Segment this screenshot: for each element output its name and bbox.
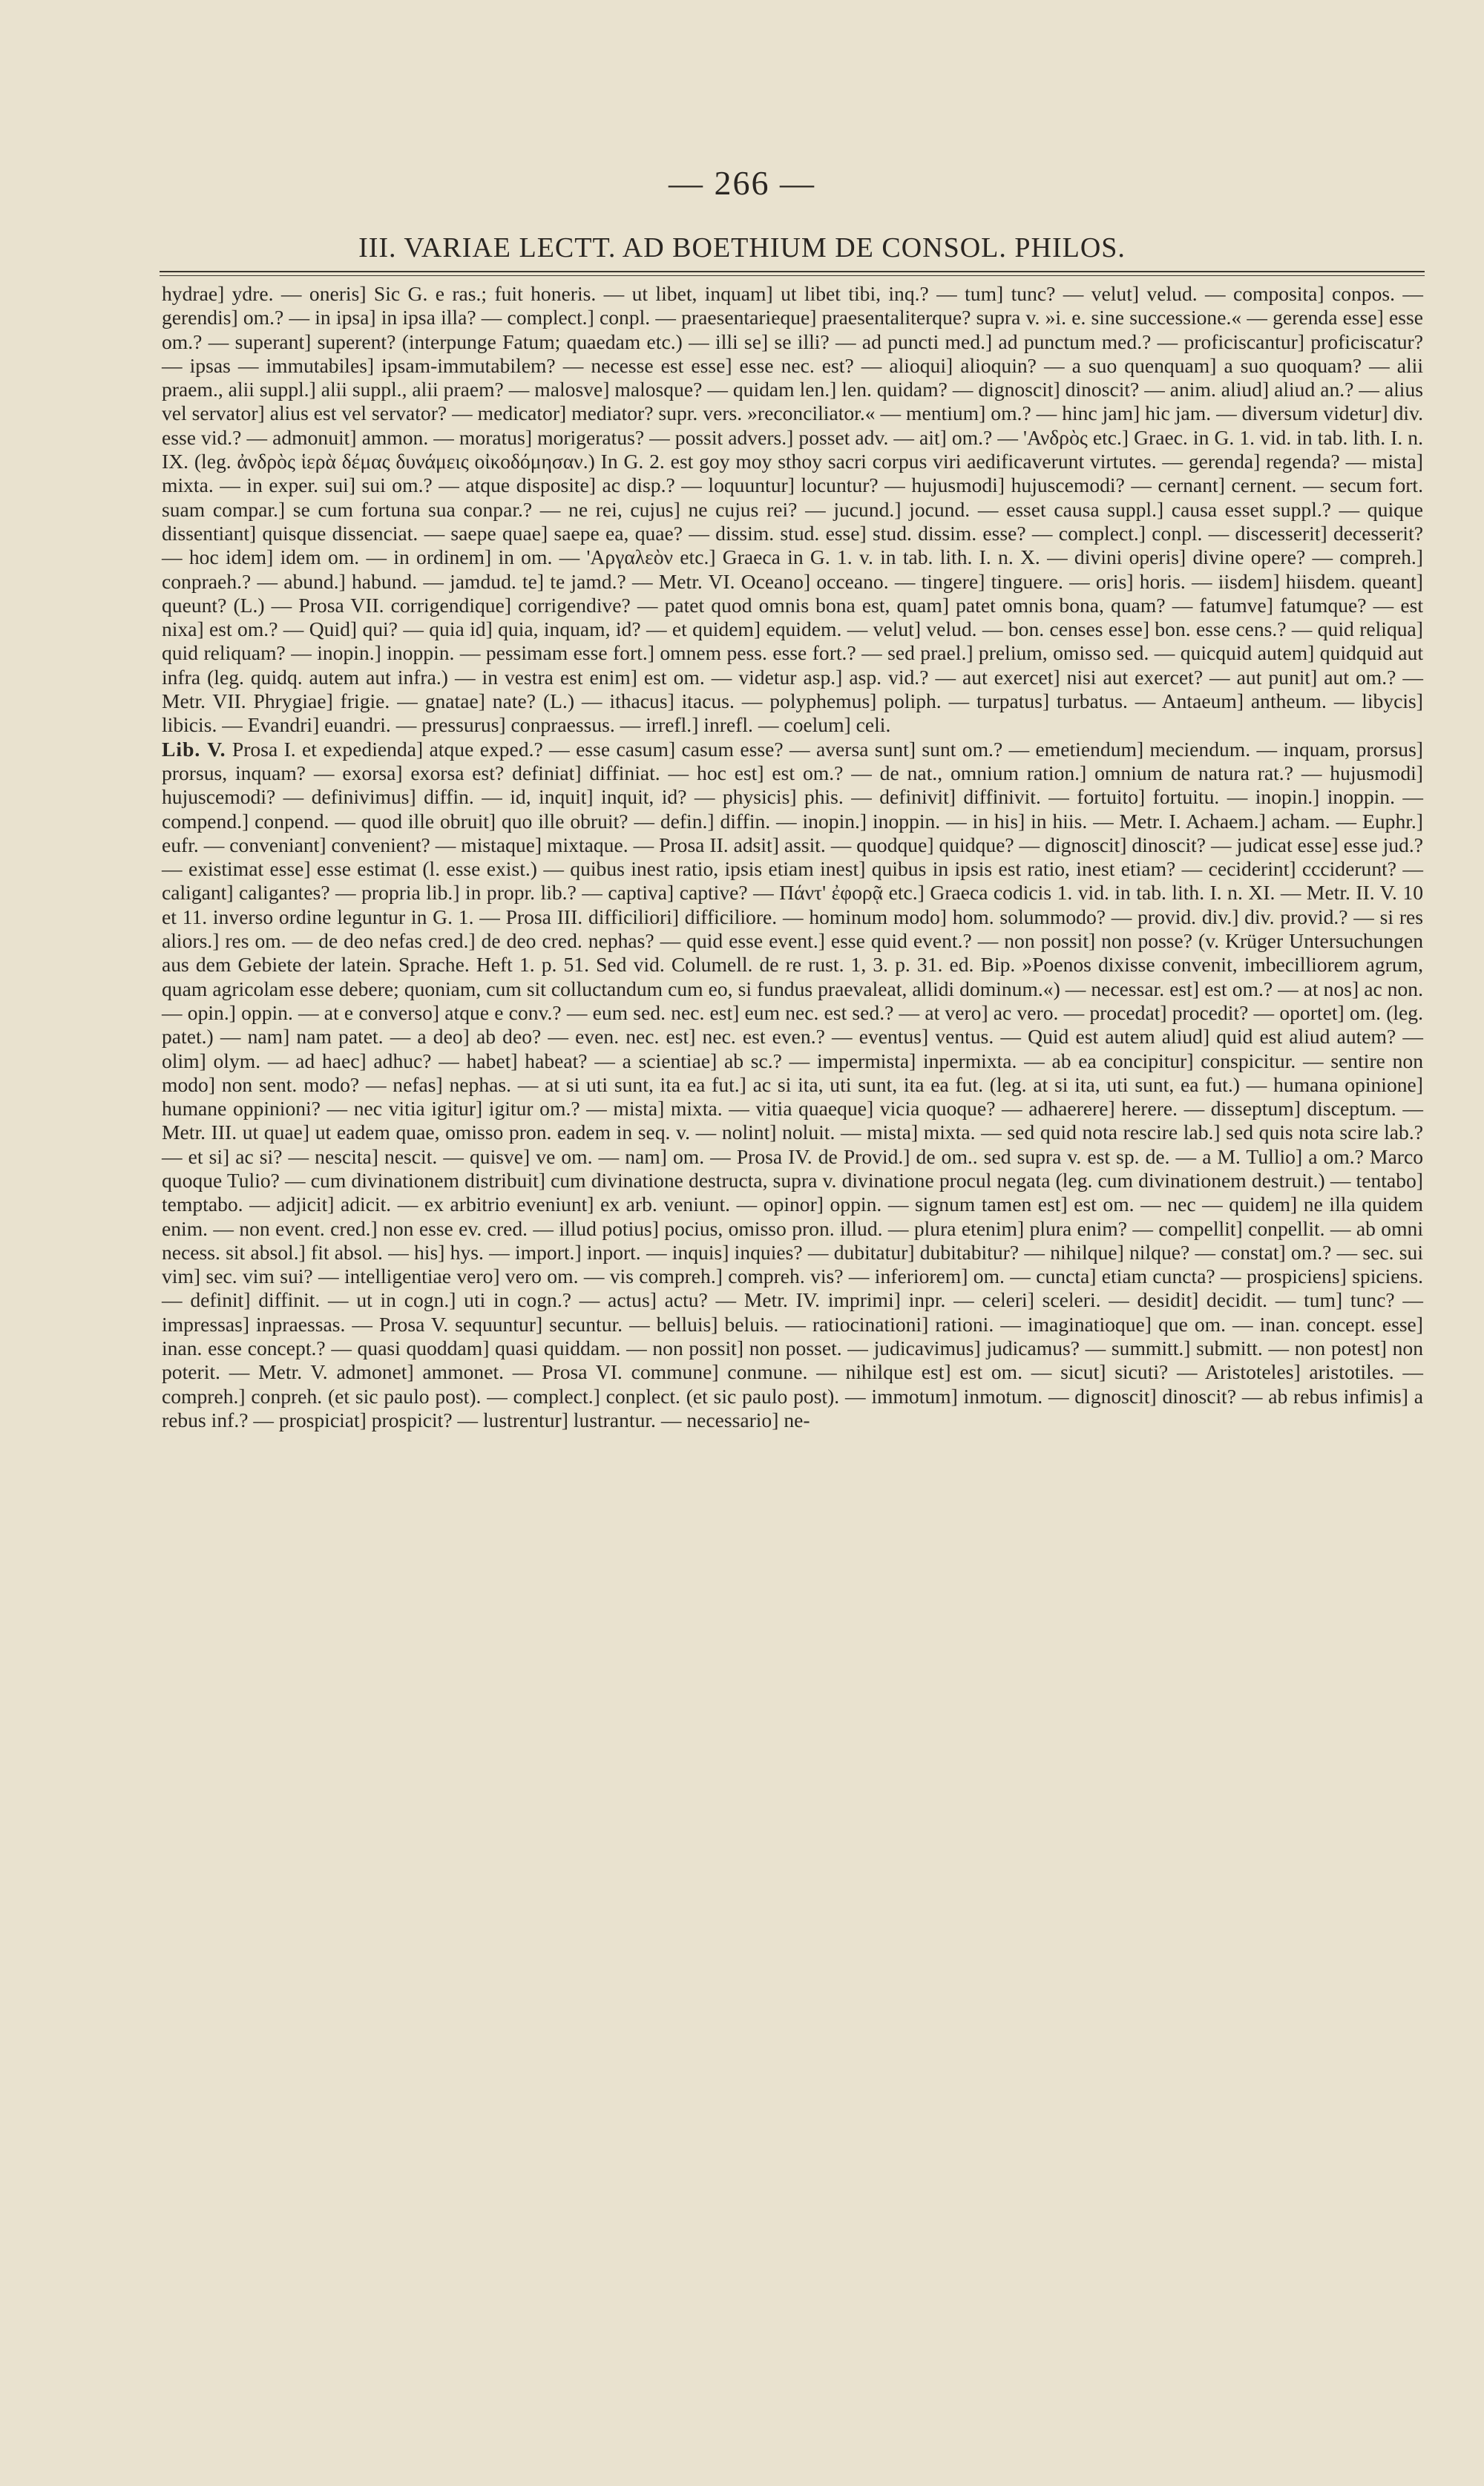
header-rule-thin <box>160 275 1425 276</box>
header-rule <box>160 271 1425 272</box>
paragraph-lib-iv: hydrae] ydre. — oneris] Sic G. e ras.; fuit honeris. — ut libet, inquam] ut libet tibi, inq.? — tum] tunc? — velut] velud. — composita] conpos. — gerendis] om.? — in ipsa] in ipsa illa? — complect.] conpl. — praesentarieque] praesentaliterque? supra v. »i. e. sine successione.« — gerenda esse] esse om.? — superant] superent? (interpunge Fatum; quaedam etc.) — illi se] se illi? — ad puncti med.] ad punctum med.? — proficiscantur] proficiscatur? — ipsas — immutabiles] ipsam-immutabilem? — necesse est esse] esse nec. est? — alioqui] alioquin? — a suo quenquam] a suo quoquam? — alii praem., alii suppl.] alii suppl., alii praem? — malosve] malosque? — quidam len.] len. quidam? — dignoscit] dinoscit? — anim. aliud] aliud an.? — alius vel servator] alius est vel servator? — medicator] mediator? supr. vers. »reconciliator.« — mentium] om.? — hinc jam] hic jam. — diversum videtur] div. esse vid.? — admonuit] ammon. — moratus] morigeratus? — possit advers.] posset adv. — ait] om.? — 'Ανδρὸς etc.] Graec. in G. 1. vid. in tab. lith. I. n. IX. (leg. ἀνδρὸς ἱερὰ δέμας δυνάμεις οἰκοδόμησαν.) In G. 2. est goy moy sthoy sacri corpus viri aedificaverunt virtutes. — gerenda] regenda? — mista] mixta. — in exper. sui] sui om.? — atque disposite] ac disp.? — loquuntur] locuntur? — hujusmodi] hujuscemodi? — cernant] cernent. — secum fort. suam compar.] se cum fortuna sua conpar.? — ne rei, cujus] ne cujus rei? — jucund.] jocund. — esset causa suppl.] causa esset suppl.? — quique dissentiant] quisque dissenciat. — saepe quae] saepe ea, quae? — dissim. stud. esse] stud. dissim. esse? — complect.] conpl. — discesserit] decesserit? — hoc idem] idem om. — in ordinem] in om. — 'Αργαλεὸν etc.] Graeca in G. 1. v. in tab. lith. I. n. X. — divini operis] divine opere? — compreh.] conpraeh.? — abund.] habund. — jamdud. te] te jamd.? — Metr. VI. Oceano] occeano. — tingere] tinguere. — oris] horis. — iisdem] hiisdem. queant] queunt? (L.) — Prosa VII. corrigendique] corrigendive? — patet quod omnis bona est, quam] patet omnis bona, quam? — fatumve] fatumque? — est nixa] est om.? — Quid] qui? — quia id] quia, inquam, id? — et quidem] equidem. — velut] velud. — bon. censes esse] bon. esse cens.? — quid reliqua] quid reliquam? — inopin.] inoppin. — pessimam esse fort.] omnem pess. esse fort.? — sed prael.] prelium, omisso sed. — quicquid autem] quidquid aut infra (leg. quidq. autem aut infra.) — in vestra est enim] est om. — videtur asp.] asp. vid.? — aut exercet] nisi aut exercet? — aut punit] aut om.? — Metr. VII. Phrygiae] frigie. — gnatae] nate? (L.) — ithacus] itacus. — polyphemus] poliph. — turpatus] turbatus. — Antaeum] antheum. — libycis] libicis. — Evandri] euandri. — pressurus] conpraessus. — irrefl.] inrefl. — coelum] celi. <box>162 282 1423 737</box>
body-text <box>162 282 1423 1432</box>
lib-v-text: Prosa I. et expedienda] atque exped.? — esse casum] casum esse? — aversa sunt] sunt om.? — emetiendum] meciendum. — inquam, prorsus] prorsus, inquam? — exorsa] exorsa est? definiat] diffiniat. — hoc est] est om.? — de nat., omnium ration.] omnium de natura rat.? — hujusmodi] hujuscemodi? — definivimus] diffin. — id, inquit] inquit, id? — physicis] phis. — definivit] diffinivit. — fortuito] fortuitu. — inopin.] inoppin. — compend.] conpend. — quod ille obruit] quo ille obruit? — defin.] diffin. — inopin.] inoppin. — in his] in hiis. — Metr. I. Achaem.] acham. — Euphr.] eufr. — conveniant] convenient? — mistaque] mixtaque. — Prosa II. adsit] assit. — quodque] quidque? — dignoscit] dinoscit? — judicat esse] esse jud.? — existimat esse] esse estimat (l. esse exist.) — quibus inest ratio, ipsis etiam inest] quibus in ipsis est ratio, inest etiam? — ceciderint] ccciderunt? — caligant] caligantes? — propria lib.] in propr. lib.? — captiva] captive? — Πάντ' ἐφορᾷ etc.] Graeca codicis 1. vid. in tab. lith. I. n. XI. — Metr. II. V. 10 et 11. inverso ordine leguntur in G. 1. — Prosa III. difficiliori] difficiliore. — hominum modo] hom. solummodo? — provid. div.] div. provid.? — si res aliors.] res om. — de deo nefas cred.] de deo cred. nephas? — quid esse event.] esse quid event.? — non possit] non posse? (v. Krüger Untersuchungen aus dem Gebiete der latein. Sprache. Heft 1. p. 51. Sed vid. Columell. de re rust. 1, 3. p. 31. ed. Bip. »Poenos dixisse convenit, imbecilliorem agrum, quam agricolam esse debere; quoniam, cum sit colluctandum cum eo, si fundus praevaleat, allidi dominum.«) — necessar. est] est om.? — at nos] ac non. — opin.] oppin. — at e converso] atque e conv.? — eum sed. nec. est] eum nec. est sed.? — at vero] ac vero. — procedat] procedit? — oportet] om. (leg. patet.) — nam] nam patet. — a deo] ab deo? — even. nec. est] nec. est even.? — eventus] ventus. — Quid est autem aliud] quid est aliud autem? — olim] olym. — ad haec] adhuc? — habet] habeat? — a scientiae] ab sc.? — impermista] inpermixta. — ab ea concipitur] conspicitur. — sentire non modo] non sent. modo? — nefas] nephas. — at si uti sunt, ita ea fut.] ac si ita, uti sunt, ita ea fut. (leg. at si ita, uti sunt, ea fut.) — humana opinione] humane oppinioni? — nec vitia igitur] igitur om.? — mista] mixta. — vitia quaeque] vicia quoque? — adhaerere] herere. — disseptum] disceptum. — Metr. III. ut quae] ut eadem quae, omisso pron. eadem in seq. v. — nolint] noluit. — mista] mixta. — sed quid nota rescire lab.] sed quis nota scire lab.? — et si] ac si? — nescita] nescit. — quisve] ve om. — nam] om. — Prosa IV. de Provid.] de om.. sed supra v. est sp. de. — a M. Tullio] a om.? Marco quoque Tulio? — cum divinationem distribuit] cum divinatione destructa, supra v. divinatione procul negata (leg. cum divinationem destruit.) — tentabo] temptabo. — adjicit] adicit. — ex arbitrio eveniunt] ex arb. veniunt. — opinor] oppin. — signum tamen est] est om. — nec — quidem] ne illa quidem enim. — non event. cred.] non esse ev. cred. — illud potius] pocius, omisso pron. illud. — plura etenim] plura enim? — compellit] conpellit. — ab omni necess. sit absol.] fit absol. — his] hys. — import.] inport. — inquis] inquies? — dubitatur] dubitabitur? — nihilque] nilque? — constat] om.? — sec. sui vim] sec. vim sui? — intelligentiae vero] vero om. — vis compreh.] compreh. vis? — inferiorem] om. — cuncta] etiam cuncta? — prospiciens] spiciens. — definit] diffinit. — ut in cogn.] uti in cogn.? — actus] actu? — Metr. IV. imprimi] inpr. — celeri] sceleri. — desidit] decidit. — tum] tunc? — impressas] inpraessas. — Prosa V. sequuntur] secuntur. — belluis] beluis. — ratiocinationi] rationi. — imaginatioque] que om. — inan. concept. esse] inan. esse concept.? — quasi quoddam] quasi quiddam. — non possit] non posset. — judicavimus] judicamus? — summitt.] submitt. — non potest] non poterit. — Metr. V. admonet] ammonet. — Prosa VI. commune] conmune. — nihilque est] est om. — sicut] sicuti? — Aristoteles] aristotiles. — compreh.] conpreh. (et sic paulo post). — complect.] conplect. (et sic paulo post). — immotum] inmotum. — dignoscit] dinoscit? — ab rebus infimis] a rebus inf.? — prospiciat] prospicit? — lustrentur] lustrantur. — necessario] ne- <box>162 737 1423 1431</box>
paragraph-lib-v <box>162 738 1423 1433</box>
page-number: — 266 — <box>669 164 815 202</box>
running-title: III. VARIAE LECTT. AD BOETHIUM DE CONSOL. PHILOS. <box>358 232 1126 263</box>
lib-v-heading: Lib. V. <box>162 737 226 761</box>
